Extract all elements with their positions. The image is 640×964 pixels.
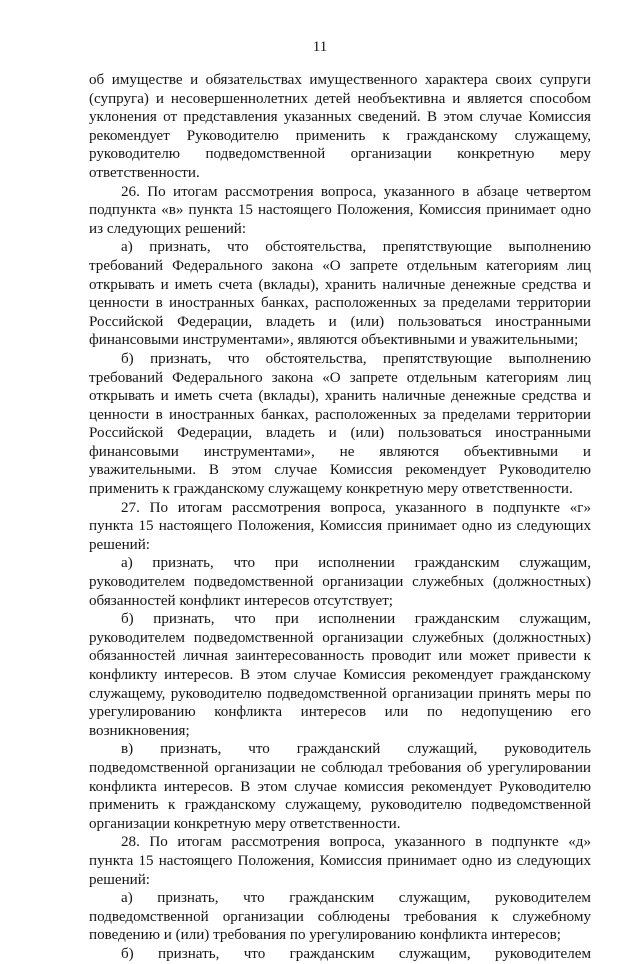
paragraph-28-a: а) признать, что гражданским служащим, руководителем подведомственной организации соблюдены требования к служебному поведению и (или) требования по урегулированию конфликта интересов; bbox=[89, 890, 591, 944]
paragraph-continuation: об имуществе и обязательствах имущественного характера своих супруги (супруга) и несовершеннолетних детей необъективна и является способом уклонения от представления указанных сведений. В этом случае Комиссия рекомендует Руководителю применить к гражданскому служащему, руководителю подведомственной организации конкретную меру ответственности. bbox=[89, 72, 591, 181]
paragraph-27-a: а) признать, что при исполнении гражданским служащим, руководителем подведомственной организации служебных (должностных) обязанностей конфликт интересов отсутствует; bbox=[89, 555, 591, 609]
page-number: 11 bbox=[312, 39, 328, 55]
paragraph-26: 26. По итогам рассмотрения вопроса, указанного в абзаце четвертом подпункта «в» пункта 15 настоящего Положения, Комиссия принимает одно из следующих решений: bbox=[89, 183, 591, 237]
paragraph-27-b: б) признать, что при исполнении гражданским служащим, руководителем подведомственной организации служебных (должностных) обязанностей личная заинтересованность проводит или может привести к конфликту интересов. В этом случае Комиссия рекомендует гражданскому служащему, руководителю подведомственной организации принять меры по урегулированию конфликта интересов или по недопущению его возникновения; bbox=[89, 611, 591, 739]
paragraph-27: 27. По итогам рассмотрения вопроса, указанного в подпункте «г» пункта 15 настоящего Положения, Комиссия принимает одно из следующих решений: bbox=[89, 499, 591, 553]
paragraph-28-b: б) признать, что гражданским служащим, руководителем bbox=[121, 945, 591, 962]
paragraph-28: 28. По итогам рассмотрения вопроса, указанного в подпункте «д» пункта 15 настоящего Положения, Комиссия принимает одно из следующих решений: bbox=[89, 834, 591, 888]
paragraph-26-a: а) признать, что обстоятельства, препятствующие выполнению требований Федерального закона «О запрете отдельным категориям лиц открывать и иметь счета (вклады), хранить наличные денежные средства и ценности в иностранных банках, расположенных за пределами территории Российской Федерации, владеть и (или) пользоваться иностранными финансовыми инструментами», являются объективными и уважительными; bbox=[89, 239, 591, 349]
paragraph-26-b: б) признать, что обстоятельства, препятствующие выполнению требований Федерального закона «О запрете отдельным категориям лиц открывать и иметь счета (вклады), хранить наличные денежные средства и ценности в иностранных банках, расположенных за пределами территории Российской Федерации, владеть и (или) пользоваться иностранными финансовыми инструментами», не являются объективными и уважительными. В этом случае Комиссия рекомендует Руководителю применить к гражданскому служащему конкретную меру ответственности. bbox=[89, 350, 591, 498]
paragraph-27-v: в) признать, что гражданский служащий, руководитель подведомственной организации не соблюдал требования об урегулировании конфликта интересов. В этом случае комиссия рекомендует Руководителю применить к гражданскому служащему, руководителю подведомственной организации конкретную меру ответственности. bbox=[89, 741, 591, 832]
document-body bbox=[89, 71, 591, 964]
